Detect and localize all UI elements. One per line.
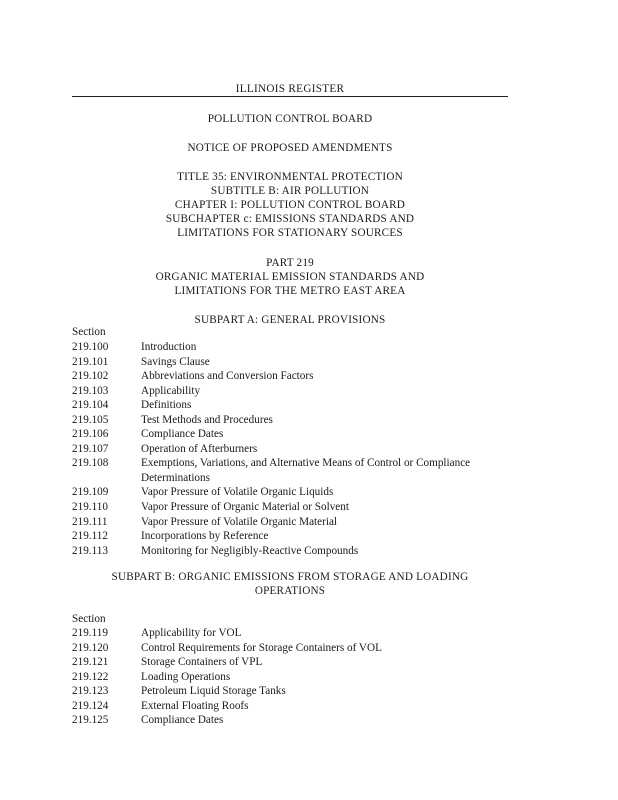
section-number: 219.112: [72, 530, 108, 543]
notice-title: NOTICE OF PROPOSED AMENDMENTS: [187, 142, 393, 154]
section-title: Applicability for VOL: [141, 627, 242, 639]
section-title: Compliance Dates: [141, 714, 224, 727]
section-number: 219.102: [72, 370, 109, 383]
section-row: [72, 699, 512, 714]
register-header: ILLINOIS REGISTER: [235, 83, 345, 95]
section-row: [72, 515, 512, 530]
section-title: Test Methods and Procedures: [141, 413, 273, 426]
section-row: [72, 641, 512, 656]
section-label: Section: [72, 613, 106, 625]
section-row: [72, 369, 512, 384]
subpart-b-section-list: [72, 626, 512, 728]
section-row: [72, 413, 512, 428]
part-name-line: ORGANIC MATERIAL EMISSION STANDARDS AND: [155, 271, 425, 283]
section-number: 219.119: [72, 627, 108, 639]
section-number: 219.106: [72, 428, 109, 441]
section-title: Vapor Pressure of Volatile Organic Material: [141, 515, 338, 528]
title-line: TITLE 35: ENVIRONMENTAL PROTECTION: [177, 171, 403, 183]
section-number: 219.113: [72, 544, 108, 557]
section-row: [72, 398, 512, 413]
section-row: [72, 355, 512, 370]
section-number: 219.108: [72, 457, 109, 470]
subpart-b-heading-line-2: OPERATIONS: [254, 585, 326, 597]
section-title: Applicability: [141, 384, 201, 397]
section-number: 219.125: [72, 714, 109, 727]
section-number: 219.103: [72, 384, 109, 397]
section-title: Storage Containers of VPL: [141, 656, 263, 669]
subpart-a-section-list: [72, 340, 512, 558]
section-row: [72, 655, 512, 670]
section-label: Section: [72, 326, 106, 338]
part-number: PART 219: [266, 257, 314, 269]
section-number: 219.105: [72, 413, 109, 426]
section-number: 219.120: [72, 641, 109, 654]
section-title: Introduction: [141, 341, 197, 353]
section-row: [72, 485, 512, 500]
section-title: Vapor Pressure of Volatile Organic Liquids: [141, 486, 334, 499]
section-row: [72, 442, 512, 457]
subpart-b-heading: SUBPART B: ORGANIC EMISSIONS FROM STORAGE AND LOADING: [111, 571, 469, 583]
section-number: 219.110: [72, 501, 108, 514]
section-number: 219.122: [72, 670, 109, 683]
section-number: 219.104: [72, 399, 109, 412]
section-number: 219.109: [72, 486, 109, 499]
section-row: [72, 529, 512, 544]
section-number: 219.124: [72, 699, 109, 712]
subtitle-line: SUBTITLE B: AIR POLLUTION: [210, 185, 370, 197]
section-row: [72, 340, 512, 355]
section-number: 219.121: [72, 656, 109, 669]
chapter-line: CHAPTER I: POLLUTION CONTROL BOARD: [174, 199, 406, 211]
section-number: 219.111: [72, 515, 108, 528]
section-title: Monitoring for Negligibly-Reactive Compounds: [141, 544, 359, 557]
section-row: [72, 670, 512, 685]
section-row: [72, 626, 512, 641]
section-title: External Floating Roofs: [141, 699, 249, 712]
section-row: [72, 384, 512, 399]
section-number: 219.107: [72, 442, 109, 455]
section-number: 219.100: [72, 341, 109, 353]
section-title: Savings Clause: [141, 355, 210, 368]
section-title: Petroleum Liquid Storage Tanks: [141, 685, 286, 698]
section-row: [72, 427, 512, 442]
section-title: Compliance Dates: [141, 428, 224, 441]
section-title: Control Requirements for Storage Containers of VOL: [141, 641, 382, 654]
section-row: [72, 713, 512, 728]
subchapter-line: SUBCHAPTER c: EMISSIONS STANDARDS AND: [165, 213, 415, 225]
section-title: Abbreviations and Conversion Factors: [141, 370, 314, 383]
section-title: Exemptions, Variations, and Alternative Means of Control or Compliance Determinations: [141, 457, 471, 484]
part-name-line-2: LIMITATIONS FOR THE METRO EAST AREA: [174, 285, 406, 297]
section-title: Vapor Pressure of Organic Material or Solvent: [141, 501, 349, 514]
section-title: Loading Operations: [141, 670, 231, 683]
section-title: Definitions: [141, 399, 192, 412]
subchapter-line-2: LIMITATIONS FOR STATIONARY SOURCES: [177, 227, 403, 239]
section-title: Operation of Afterburners: [141, 442, 258, 455]
header-rule: [72, 96, 508, 97]
section-title: Incorporations by Reference: [141, 530, 269, 543]
section-row: [72, 544, 512, 559]
section-number: 219.123: [72, 685, 109, 698]
section-row: [72, 684, 512, 699]
section-row: [72, 456, 512, 485]
section-number: 219.101: [72, 355, 109, 368]
board-name: POLLUTION CONTROL BOARD: [207, 113, 373, 125]
subpart-a-heading: SUBPART A: GENERAL PROVISIONS: [194, 314, 386, 326]
section-row: [72, 500, 512, 515]
